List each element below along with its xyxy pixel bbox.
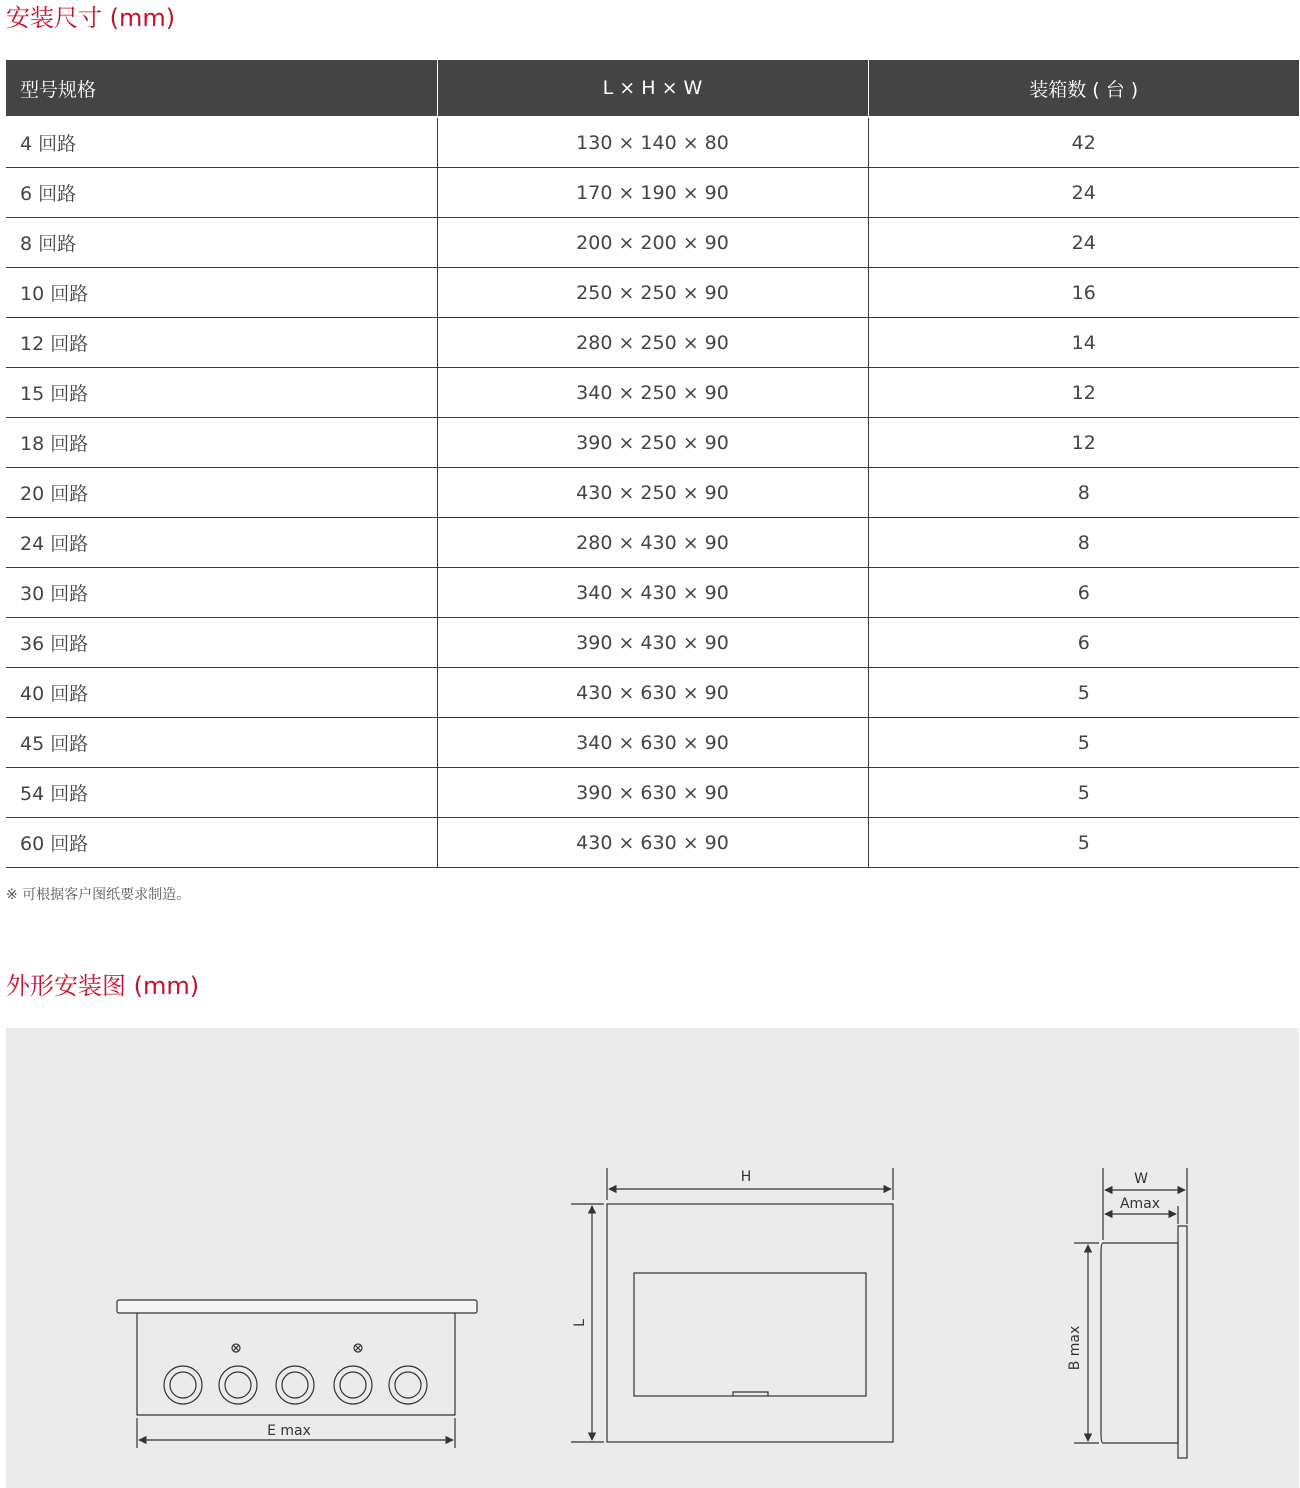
cell-model: 12 回路	[6, 318, 437, 368]
cell-dimensions: 280 × 430 × 90	[437, 518, 868, 568]
table-row	[6, 418, 1299, 468]
cell-model: 4 回路	[6, 117, 437, 168]
top-view	[571, 1168, 893, 1442]
table-row	[6, 718, 1299, 768]
label-amax: Amax	[1119, 1196, 1161, 1212]
cell-packing-qty: 8	[868, 468, 1299, 518]
cell-packing-qty: 5	[868, 768, 1299, 818]
table-row	[6, 618, 1299, 668]
outline-drawing	[6, 1028, 1299, 1488]
table-row	[6, 818, 1299, 868]
cell-packing-qty: 42	[868, 117, 1299, 168]
label-w: W	[1134, 1171, 1148, 1187]
section-title-outline: 外形安装图 (mm)	[6, 972, 200, 1000]
table-row	[6, 518, 1299, 568]
cell-dimensions: 390 × 630 × 90	[437, 768, 868, 818]
cell-dimensions: 390 × 430 × 90	[437, 618, 868, 668]
screw-icon	[354, 1344, 362, 1352]
cell-packing-qty: 5	[868, 818, 1299, 868]
section-title-install-dims: 安装尺寸 (mm)	[6, 4, 176, 32]
table-row	[6, 268, 1299, 318]
table-row	[6, 318, 1299, 368]
cell-dimensions: 130 × 140 × 80	[437, 117, 868, 168]
cell-packing-qty: 14	[868, 318, 1299, 368]
cell-model: 24 回路	[6, 518, 437, 568]
cell-dimensions: 340 × 630 × 90	[437, 718, 868, 768]
cell-dimensions: 340 × 430 × 90	[437, 568, 868, 618]
knockout-holes	[164, 1366, 427, 1404]
cell-model: 20 回路	[6, 468, 437, 518]
cell-model: 30 回路	[6, 568, 437, 618]
table-row	[6, 768, 1299, 818]
cell-model: 54 回路	[6, 768, 437, 818]
cell-dimensions: 430 × 630 × 90	[437, 668, 868, 718]
table-row	[6, 117, 1299, 168]
cell-packing-qty: 5	[868, 668, 1299, 718]
cell-packing-qty: 8	[868, 518, 1299, 568]
cell-dimensions: 250 × 250 × 90	[437, 268, 868, 318]
col-header-dimensions: L × H × W	[437, 60, 868, 117]
spec-table-body	[6, 117, 1299, 868]
table-row	[6, 168, 1299, 218]
outline-drawing-panel	[6, 1028, 1299, 1488]
cell-model: 10 回路	[6, 268, 437, 318]
cell-dimensions: 430 × 630 × 90	[437, 818, 868, 868]
spec-table	[6, 60, 1299, 868]
table-row	[6, 568, 1299, 618]
label-h: H	[740, 1169, 752, 1185]
table-row	[6, 368, 1299, 418]
cell-packing-qty: 6	[868, 618, 1299, 668]
cell-model: 40 回路	[6, 668, 437, 718]
label-l: L	[572, 1319, 588, 1327]
cell-packing-qty: 24	[868, 168, 1299, 218]
table-row	[6, 468, 1299, 518]
footnote: ※ 可根据客户图纸要求制造。	[6, 887, 191, 903]
label-emax: E max	[267, 1423, 311, 1439]
cell-packing-qty: 12	[868, 418, 1299, 468]
screw-icon	[232, 1344, 240, 1352]
col-header-model: 型号规格	[6, 60, 437, 117]
cell-model: 60 回路	[6, 818, 437, 868]
cell-packing-qty: 6	[868, 568, 1299, 618]
cell-model: 45 回路	[6, 718, 437, 768]
cell-dimensions: 340 × 250 × 90	[437, 368, 868, 418]
cell-dimensions: 200 × 200 × 90	[437, 218, 868, 268]
cell-packing-qty: 12	[868, 368, 1299, 418]
cell-packing-qty: 24	[868, 218, 1299, 268]
cell-dimensions: 390 × 250 × 90	[437, 418, 868, 468]
cell-model: 15 回路	[6, 368, 437, 418]
cell-packing-qty: 5	[868, 718, 1299, 768]
cell-dimensions: 170 × 190 × 90	[437, 168, 868, 218]
cell-model: 36 回路	[6, 618, 437, 668]
cell-dimensions: 280 × 250 × 90	[437, 318, 868, 368]
cell-packing-qty: 16	[868, 268, 1299, 318]
col-header-packing-qty: 装箱数 ( 台 )	[868, 60, 1299, 117]
table-row	[6, 218, 1299, 268]
table-row	[6, 668, 1299, 718]
spec-table-header	[6, 60, 1299, 117]
cell-model: 8 回路	[6, 218, 437, 268]
cell-dimensions: 430 × 250 × 90	[437, 468, 868, 518]
cell-model: 6 回路	[6, 168, 437, 218]
label-bmax: B max	[1067, 1325, 1083, 1371]
cell-model: 18 回路	[6, 418, 437, 468]
